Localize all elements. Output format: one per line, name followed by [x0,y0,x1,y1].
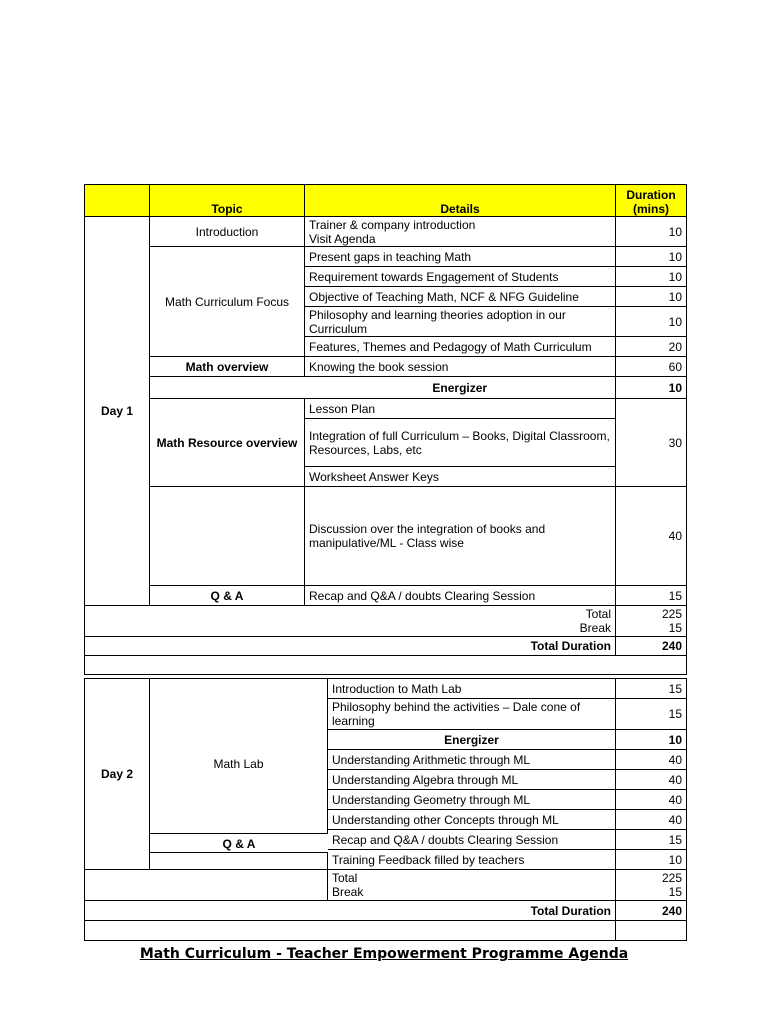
topic-qa: Q & A [150,586,305,606]
table-header-row [85,185,687,217]
totals-value-cell [616,606,687,637]
details-cell: Philosophy behind the activities – Dale cone of learning [328,699,616,730]
duration-cell: 10 [616,307,687,337]
details-cell: Introduction to Math Lab [328,679,616,699]
day1-agenda-table [84,184,687,675]
totals-row [85,606,687,637]
duration-cell: 15 [616,586,687,606]
duration-cell: 10 [616,730,687,750]
totals-label-cell [85,606,616,637]
duration-cell: 10 [616,247,687,267]
blank-cell [150,377,305,399]
details-cell: Integration of full Curriculum – Books, Digital Classroom, Resources, Labs, etc [305,419,616,467]
energizer-label: Energizer [305,377,616,399]
total-value: 225 [661,607,682,621]
duration-cell: 10 [616,287,687,307]
duration-cell: 15 [616,830,687,850]
day2-qa-topic: Q & A [150,833,328,853]
day2-label: Day 2 [85,679,150,870]
blank-cell [150,487,305,586]
duration-cell: 10 [616,850,687,870]
table-row [85,217,687,247]
blank-cell [85,656,687,675]
details-cell [305,217,616,247]
details-cell: Recap and Q&A / doubts Clearing Session [328,830,616,850]
details-cell: Present gaps in teaching Math [305,247,616,267]
total-label: Total [585,607,611,621]
topic-math-resource-overview: Math Resource overview [150,399,305,487]
total-duration-value: 240 [616,901,687,921]
spacer-row [85,656,687,675]
energizer-label: Energizer [328,730,616,750]
blank-cell [85,870,328,901]
header-blank-cell [85,185,150,217]
details-cell: Objective of Teaching Math, NCF & NFG Guideline [305,287,616,307]
duration-cell: 40 [616,790,687,810]
details-cell: Understanding Algebra through ML [328,770,616,790]
header-duration: Duration (mins) [616,185,687,217]
total-value: 225 [661,871,682,885]
day2-agenda-table [84,678,687,941]
blank-cell [616,921,687,941]
energizer-row [85,377,687,399]
totals-value-cell [616,870,687,901]
duration-cell: 10 [616,377,687,399]
page-title: Math Curriculum - Teacher Empowerment Programme Agenda [139,946,629,962]
topic-math-overview: Math overview [150,357,305,377]
table-row [85,679,687,699]
duration-cell: 15 [616,699,687,730]
duration-cell: 40 [616,487,687,586]
break-label: Break [579,621,611,635]
duration-cell: 40 [616,750,687,770]
topic-math-curriculum-focus: Math Curriculum Focus [150,247,305,357]
details-cell: Philosophy and learning theories adoption in our Curriculum [305,307,616,337]
details-cell: Lesson Plan [305,399,616,419]
break-value: 15 [668,621,682,635]
table-row [85,357,687,377]
table-row [85,487,687,586]
details-cell: Recap and Q&A / doubts Clearing Session [305,586,616,606]
table-row [85,247,687,267]
details-cell: Understanding Arithmetic through ML [328,750,616,770]
duration-cell: 10 [616,267,687,287]
duration-cell: 10 [616,217,687,247]
total-label: Total [332,871,358,885]
total-duration-row [85,637,687,656]
topic-introduction: Introduction [150,217,305,247]
duration-cell: 40 [616,770,687,790]
details-cell: Discussion over the integration of books and manipulative/ML - Class wise [305,487,616,586]
header-topic: Topic [150,185,305,217]
total-duration-label: Total Duration [85,637,616,656]
total-duration-label: Total Duration [85,901,616,921]
totals-row [85,870,687,901]
table-row [85,399,687,419]
details-cell: Understanding Geometry through ML [328,790,616,810]
spacer-row [85,921,687,941]
total-duration-value: 240 [616,637,687,656]
break-value: 15 [668,885,682,899]
duration-cell: 15 [616,679,687,699]
details-cell: Features, Themes and Pedagogy of Math Curriculum [305,337,616,357]
details-line: Trainer & company introduction [309,217,476,232]
details-cell: Training Feedback filled by teachers [328,850,616,870]
duration-cell: 20 [616,337,687,357]
details-cell: Worksheet Answer Keys [305,467,616,487]
topic-math-lab-label: Math Lab [213,757,264,771]
day1-label: Day 1 [85,217,150,606]
duration-cell: 60 [616,357,687,377]
details-line: Visit Agenda [309,231,376,246]
duration-cell: 30 [616,399,687,487]
duration-cell: 40 [616,810,687,830]
totals-label-cell [328,870,616,901]
total-duration-row [85,901,687,921]
break-label: Break [332,885,364,899]
header-details: Details [305,185,616,217]
details-cell: Knowing the book session [305,357,616,377]
details-cell: Requirement towards Engagement of Students [305,267,616,287]
table-row [85,586,687,606]
topic-math-lab [150,679,328,850]
details-cell: Understanding other Concepts through ML [328,810,616,830]
blank-cell [85,921,616,941]
